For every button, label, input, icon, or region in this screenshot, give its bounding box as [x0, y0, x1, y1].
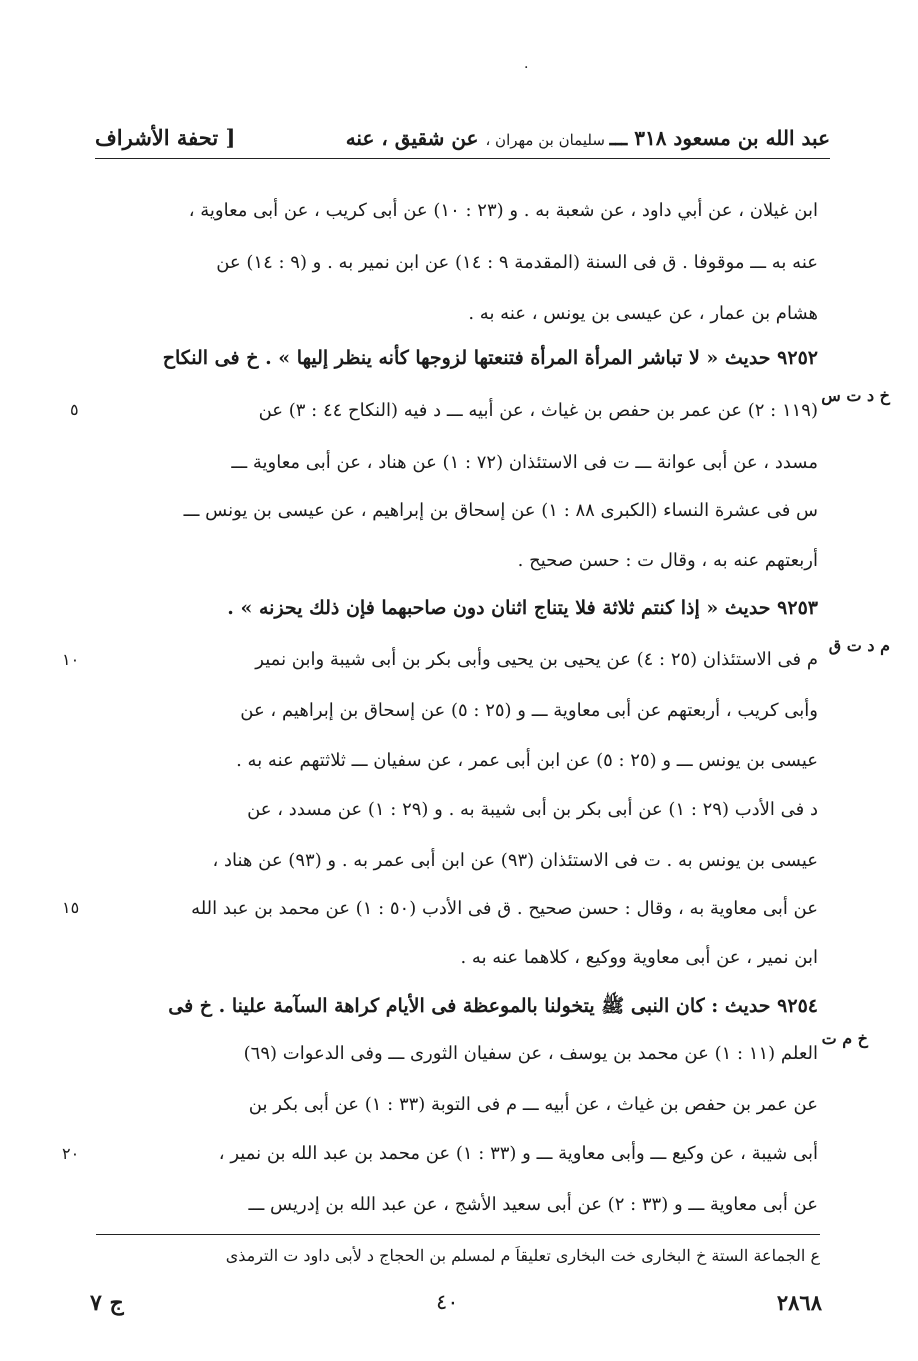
line-number: ٢٠: [62, 1144, 80, 1163]
text-line: مسدد ، عن أبى عوانة ـــ ت فى الاستئذان (٧٢ : ١) عن هناد ، عن أبى معاوية ـــ: [231, 452, 818, 473]
margin-sigla: خ د ت س: [821, 386, 890, 405]
text-line: ابن نمير ، عن أبى معاوية ووكيع ، كلاهما عنه به .: [460, 947, 818, 968]
text-line: س فى عشرة النساء (الكبرى ٨٨ : ١) عن إسحاق بن إبراهيم ، عن عيسى بن يونس ـــ: [183, 500, 818, 521]
sequence-number: ٢٨٦٨: [776, 1290, 822, 1315]
footnote-divider: [96, 1234, 820, 1235]
margin-sigla: م د ت ق: [828, 636, 890, 655]
page-speck: ·: [524, 60, 529, 76]
line-number: ١٥: [62, 898, 80, 917]
hadith-heading-9253: ٩٢٥٣ حديث « إذا كنتم ثلاثة فلا يتناج اثنان دون صاحبهما فإن ذلك يحزنه » .: [227, 597, 818, 619]
header-narrator-rest: عن شقيق ، عنه: [345, 126, 486, 150]
header-book-title: [ تحفة الأشراف: [95, 125, 236, 150]
page-number: ٤٠: [436, 1290, 459, 1314]
text-line: عيسى بن يونس به . ت فى الاستئذان (٩٣) عن ابن أبى عمر به . و (٩٣) عن هناد ،: [212, 850, 818, 871]
hadith-heading-9254: ٩٢٥٤ حديث : كان النبى ﷺ يتخولنا بالموعظة فى الأيام كراهة السآمة علينا . خ فى: [168, 995, 818, 1017]
text-line: (١١٩ : ٢) عن عمر بن حفص بن غياث ، عن أبيه ـــ د فيه (النكاح ٤٤ : ٣) عن: [258, 400, 818, 421]
running-header: [95, 112, 830, 159]
volume-number: ج ٧: [90, 1290, 124, 1316]
line-number: ١٠: [62, 650, 80, 669]
margin-sigla: خ م ت: [821, 1029, 868, 1048]
text-line: وأبى كريب ، أربعتهم عن أبى معاوية ـــ و (٢٥ : ٥) عن إسحاق بن إبراهيم ، عن: [240, 700, 818, 721]
hadith-heading-9252: ٩٢٥٢ حديث « لا تباشر المرأة المرأة فتنعتها لزوجها كأنه ينظر إليها » . خ فى النكاح: [162, 347, 818, 369]
text-line: عن عمر بن حفص بن غياث ، عن أبيه ـــ م فى التوبة (٣٣ : ١) عن أبى بكر بن: [248, 1094, 818, 1115]
text-line: عنه به ـــ موقوفا . ق فى السنة (المقدمة ٩ : ١٤) عن ابن نمير به . و (٩ : ١٤) عن: [216, 252, 818, 273]
text-line: د فى الأدب (٢٩ : ١) عن أبى بكر بن أبى شيبة به . و (٢٩ : ١) عن مسدد ، عن: [247, 799, 818, 820]
text-line: م فى الاستئذان (٢٥ : ٤) عن يحيى بن يحيى وأبى بكر بن أبى شيبة وابن نمير: [255, 649, 818, 670]
text-line: عن أبى معاوية ـــ و (٣٣ : ٢) عن أبى سعيد الأشج ، عن عبد الله بن إدريس ـــ: [248, 1194, 818, 1215]
abbreviations-key: ع الجماعة الستة خ البخارى خت البخارى تعليقاً م لمسلم بن الحجاج د لأبى داود ت الترمذى: [225, 1246, 820, 1265]
header-narrator-chain: عبد الله بن مسعود ٣١٨ ـــ: [609, 126, 830, 150]
text-line: ابن غيلان ، عن أبي داود ، عن شعبة به . و (٢٣ : ١٠) عن أبى كريب ، عن أبى معاوية ،: [188, 200, 818, 221]
text-line: عن أبى معاوية به ، وقال : حسن صحيح . ق فى الأدب (٥٠ : ١) عن محمد بن عبد الله: [191, 898, 818, 919]
header-narrator-light: سليمان بن مهران ،: [485, 131, 610, 149]
text-line: هشام بن عمار ، عن عيسى بن يونس ، عنه به .: [468, 303, 818, 324]
text-line: أربعتهم عنه به ، وقال ت : حسن صحيح .: [517, 550, 818, 571]
line-number: ٥: [70, 400, 79, 419]
text-line: العلم (١١ : ١) عن محمد بن يوسف ، عن سفيان الثورى ـــ وفى الدعوات (٦٩): [243, 1043, 818, 1064]
text-line: عيسى بن يونس ـــ و (٢٥ : ٥) عن ابن أبى عمر ، عن سفيان ـــ ثلاثتهم عنه به .: [236, 750, 818, 771]
text-line: أبى شيبة ، عن وكيع ـــ وأبى معاوية ـــ و (٣٣ : ١) عن محمد بن عبد الله بن نمير ،: [218, 1143, 818, 1164]
header-chapter-title: [346, 126, 830, 158]
